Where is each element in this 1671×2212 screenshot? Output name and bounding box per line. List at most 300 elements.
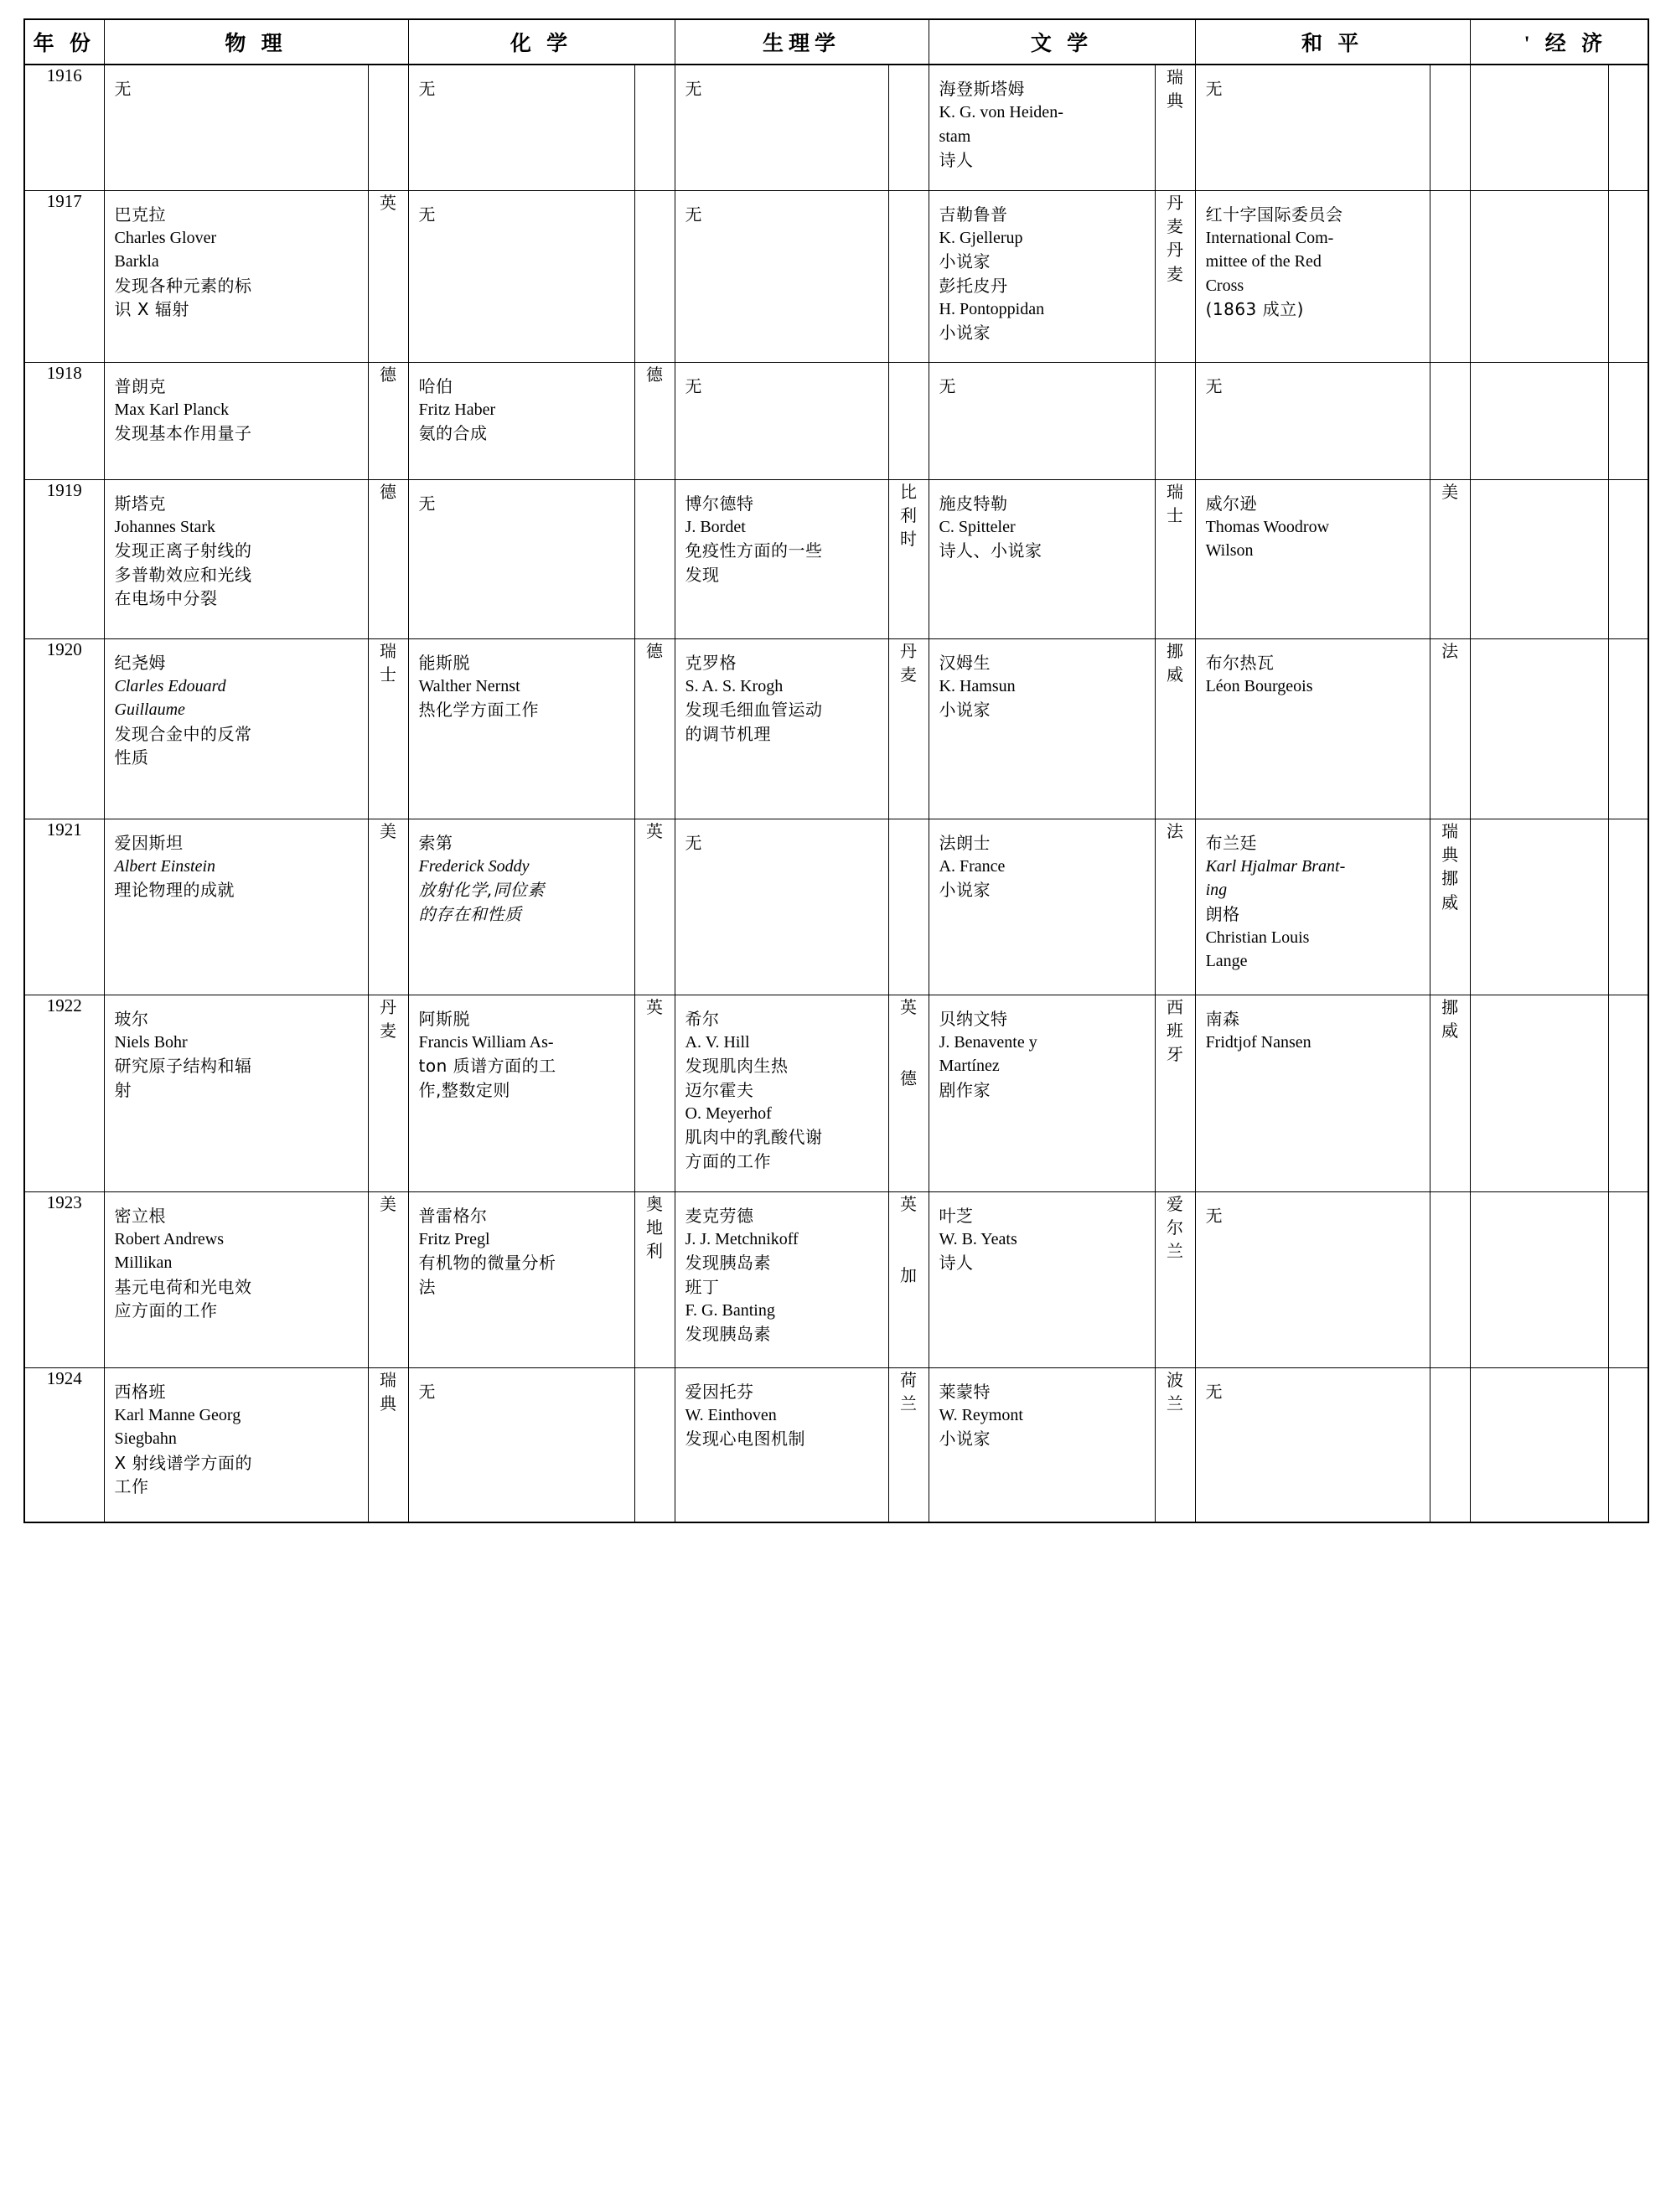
country-char: 英 xyxy=(646,820,664,841)
table-row xyxy=(24,1367,1648,1522)
peace-cell xyxy=(1195,1191,1430,1367)
economics-content xyxy=(1471,480,1608,502)
text-line: 吉勒鲁普 xyxy=(939,204,1008,225)
text-line: Albert Einstein xyxy=(114,856,216,876)
peace-country-cell xyxy=(1430,1191,1470,1367)
text-line: 法朗士 xyxy=(939,832,991,853)
text-line: Walther Nernst xyxy=(418,676,520,695)
text-line: O. Meyerhof xyxy=(685,1104,772,1124)
text-line: 西格班 xyxy=(114,1381,166,1402)
country-char: 兰 xyxy=(1167,1393,1184,1414)
literature-cell xyxy=(929,638,1155,819)
country-char: 士 xyxy=(1167,504,1184,525)
header-year: 年 份 xyxy=(24,19,104,65)
text-line: 爱因托芬 xyxy=(685,1381,754,1402)
text-line: 红十字国际委员会 xyxy=(1205,204,1343,225)
peace-cell xyxy=(1195,362,1430,479)
country-char: 兰 xyxy=(1167,1241,1184,1262)
country-char: 法 xyxy=(1167,820,1184,841)
chemistry-country-cell xyxy=(634,190,675,362)
text-line: 班丁 xyxy=(685,1276,720,1297)
text-line: 热化学方面工作 xyxy=(418,700,540,721)
economics-cell xyxy=(1470,819,1608,995)
peace-content xyxy=(1196,191,1430,332)
physics-cell xyxy=(104,819,368,995)
physiology-content xyxy=(675,1192,888,1357)
chemistry-country-cell xyxy=(634,65,675,190)
country-char: 西 xyxy=(1167,996,1184,1017)
peace-country-cell xyxy=(1430,1367,1470,1522)
country-char: 兰 xyxy=(900,1393,918,1414)
peace-country-cell xyxy=(1430,65,1470,190)
text-line: Christian Louis xyxy=(1205,928,1310,948)
country-char: 尔 xyxy=(1167,1217,1184,1238)
country-char: 丹 xyxy=(380,996,396,1017)
text-line: stam xyxy=(939,127,971,146)
text-line: Barkla xyxy=(114,252,159,271)
physiology-content xyxy=(675,995,888,1184)
physics-country-cell xyxy=(368,362,408,479)
peace-content xyxy=(1196,480,1430,573)
text-line: Millikan xyxy=(114,1253,173,1273)
text-line: Lange xyxy=(1205,952,1248,971)
economics-cell xyxy=(1470,479,1608,638)
economics-cell xyxy=(1470,190,1608,362)
text-line: J. Benavente y xyxy=(939,1032,1037,1052)
country-char: 麦 xyxy=(380,1020,396,1041)
economics-country-cell xyxy=(1608,362,1648,479)
physiology-country-cell xyxy=(888,190,929,362)
physiology-content xyxy=(675,65,888,111)
text-line: K. Hamsun xyxy=(939,676,1016,695)
text-line: Clarles Edouard xyxy=(114,676,226,695)
chemistry-content xyxy=(409,363,634,456)
text-line: Frederick Soddy xyxy=(418,856,530,876)
economics-content xyxy=(1471,363,1608,385)
physiology-content xyxy=(675,1368,888,1461)
text-line: W. B. Yeats xyxy=(939,1229,1017,1248)
physics-country-cell xyxy=(368,1367,408,1522)
text-line: 哈伯 xyxy=(418,375,453,396)
text-line: 在电场中分裂 xyxy=(114,588,218,609)
literature-content xyxy=(929,995,1155,1113)
chemistry-cell xyxy=(408,1367,634,1522)
peace-content xyxy=(1196,1368,1430,1414)
text-line: 识 X 辐射 xyxy=(114,299,189,320)
country-char: 挪 xyxy=(1441,868,1459,889)
literature-content xyxy=(929,480,1155,573)
physics-cell xyxy=(104,1367,368,1522)
peace-content xyxy=(1196,65,1430,111)
text-line: 氨的合成 xyxy=(418,423,488,444)
table-body xyxy=(24,65,1648,1522)
year-cell: 1917 xyxy=(24,190,104,362)
chemistry-cell xyxy=(408,819,634,995)
text-line: Karl Manne Georg xyxy=(114,1405,241,1424)
physiology-country-cell xyxy=(888,638,929,819)
country-char: 麦 xyxy=(1167,215,1184,236)
country-char: 比 xyxy=(900,481,918,502)
physics-country-cell xyxy=(368,638,408,819)
text-line: 法 xyxy=(418,1276,437,1297)
country-char: 英 xyxy=(380,192,396,213)
chemistry-country-cell xyxy=(634,819,675,995)
peace-content xyxy=(1196,1192,1430,1238)
text-line: Karl Hjalmar Brant- xyxy=(1205,856,1346,876)
text-line: 发现胰岛素 xyxy=(685,1253,772,1274)
literature-content xyxy=(929,639,1155,732)
country-char: 奥 xyxy=(646,1193,664,1214)
country-char: 时 xyxy=(900,529,918,550)
physiology-cell xyxy=(675,819,888,995)
physiology-cell xyxy=(675,1367,888,1522)
text-line: 彭托皮丹 xyxy=(939,275,1008,296)
year-cell: 1916 xyxy=(24,65,104,190)
peace-country-cell xyxy=(1430,819,1470,995)
text-line: 迈尔霍夫 xyxy=(685,1079,754,1100)
text-line: 的调节机理 xyxy=(685,723,772,744)
economics-country-cell xyxy=(1608,479,1648,638)
text-line: 小说家 xyxy=(939,700,991,721)
text-line: 无 xyxy=(685,79,703,99)
physics-content xyxy=(105,819,368,912)
text-line: W. Reymont xyxy=(939,1405,1023,1424)
text-line: Fridtjof Nansen xyxy=(1205,1032,1311,1052)
literature-content xyxy=(929,363,1155,408)
text-line: International Com- xyxy=(1205,228,1334,247)
text-line: X 射线谱学方面的 xyxy=(114,1452,253,1473)
header-peace: 和 平 xyxy=(1195,19,1470,65)
economics-country-cell xyxy=(1608,1367,1648,1522)
peace-country-cell xyxy=(1430,995,1470,1191)
text-line: 莱蒙特 xyxy=(939,1381,991,1402)
table-row xyxy=(24,190,1648,362)
physics-content xyxy=(105,1368,368,1509)
literature-content xyxy=(929,1192,1155,1285)
country-char: 典 xyxy=(1441,844,1459,865)
year-cell: 1918 xyxy=(24,362,104,479)
physiology-content xyxy=(675,363,888,408)
text-line: 多普勒效应和光线 xyxy=(114,564,252,585)
header-economics: ' 经 济 xyxy=(1470,19,1648,65)
year-cell: 1922 xyxy=(24,995,104,1191)
economics-country-cell xyxy=(1608,819,1648,995)
physics-country-cell xyxy=(368,190,408,362)
literature-cell xyxy=(929,995,1155,1191)
chemistry-content xyxy=(409,995,634,1113)
economics-country-cell xyxy=(1608,190,1648,362)
text-line: 普雷格尔 xyxy=(418,1205,488,1226)
text-line: 射 xyxy=(114,1079,132,1100)
country-char: 德 xyxy=(380,364,396,385)
peace-cell xyxy=(1195,995,1430,1191)
peace-content xyxy=(1196,819,1430,984)
text-line: 无 xyxy=(418,1381,437,1402)
literature-cell xyxy=(929,362,1155,479)
literature-country-cell xyxy=(1155,190,1195,362)
chemistry-country-cell xyxy=(634,362,675,479)
physics-content xyxy=(105,363,368,456)
text-line: 发现毛细血管运动 xyxy=(685,700,823,721)
physics-cell xyxy=(104,1191,368,1367)
physiology-cell xyxy=(675,638,888,819)
physiology-country-cell xyxy=(888,1367,929,1522)
text-line: Guillaume xyxy=(114,700,185,720)
text-line: Fritz Pregl xyxy=(418,1229,490,1248)
text-line: 纪尧姆 xyxy=(114,652,166,673)
literature-content xyxy=(929,191,1155,355)
peace-cell xyxy=(1195,190,1430,362)
chemistry-cell xyxy=(408,638,634,819)
text-line: 发现各种元素的标 xyxy=(114,275,252,296)
text-line: 布尔热瓦 xyxy=(1205,652,1275,673)
physics-cell xyxy=(104,362,368,479)
chemistry-cell xyxy=(408,995,634,1191)
physics-cell xyxy=(104,190,368,362)
text-line: Robert Andrews xyxy=(114,1229,225,1248)
country-char: 英 xyxy=(900,996,918,1017)
physiology-country-cell xyxy=(888,362,929,479)
country-char: 威 xyxy=(1441,1020,1459,1041)
text-line: 博尔德特 xyxy=(685,493,754,514)
economics-content xyxy=(1471,995,1608,1017)
text-line: 克罗格 xyxy=(685,652,737,673)
physiology-cell xyxy=(675,190,888,362)
text-line: 发现胰岛素 xyxy=(685,1324,772,1345)
physiology-cell xyxy=(675,479,888,638)
text-line: 无 xyxy=(685,832,703,853)
text-line: J. J. Metchnikoff xyxy=(685,1229,799,1248)
peace-cell xyxy=(1195,1367,1430,1522)
country-char: 威 xyxy=(1441,892,1459,912)
physics-content xyxy=(105,65,368,111)
economics-content xyxy=(1471,191,1608,213)
economics-country-cell xyxy=(1608,65,1648,190)
year-cell: 1919 xyxy=(24,479,104,638)
text-line: 无 xyxy=(418,204,437,225)
text-line: 布兰廷 xyxy=(1205,832,1258,853)
peace-cell xyxy=(1195,638,1430,819)
chemistry-country-cell xyxy=(634,638,675,819)
text-line: 小说家 xyxy=(939,323,991,344)
text-line: 密立根 xyxy=(114,1205,166,1226)
text-line: 威尔逊 xyxy=(1205,493,1258,514)
text-line: 爱因斯坦 xyxy=(114,832,184,853)
physics-country-cell xyxy=(368,1191,408,1367)
peace-content xyxy=(1196,639,1430,709)
economics-content xyxy=(1471,65,1608,87)
country-char: 瑞 xyxy=(380,640,396,661)
text-line: K. Gjellerup xyxy=(939,228,1023,247)
country-char: 士 xyxy=(380,664,396,685)
text-line: 巴克拉 xyxy=(114,204,166,225)
text-line: Charles Glover xyxy=(114,228,217,247)
text-line: 发现 xyxy=(685,564,720,585)
physics-content xyxy=(105,480,368,621)
text-line: 的存在和性质 xyxy=(418,903,522,924)
text-line: 诗人、小说家 xyxy=(939,540,1042,561)
economics-country-cell xyxy=(1608,995,1648,1191)
text-line: 索第 xyxy=(418,832,453,853)
text-line: 汉姆生 xyxy=(939,652,991,673)
text-line: 阿斯脱 xyxy=(418,1008,471,1029)
country-char: 典 xyxy=(1167,90,1184,111)
text-line: 麦克劳德 xyxy=(685,1205,754,1226)
country-char: 麦 xyxy=(900,664,918,685)
economics-country-cell xyxy=(1608,638,1648,819)
physiology-country-cell xyxy=(888,995,929,1191)
literature-content xyxy=(929,819,1155,912)
table-row xyxy=(24,819,1648,995)
literature-cell xyxy=(929,65,1155,190)
literature-country-cell xyxy=(1155,819,1195,995)
physics-content xyxy=(105,191,368,332)
text-line: 免疫性方面的一些 xyxy=(685,540,823,561)
text-line: 放射化学,同位素 xyxy=(418,880,545,901)
country-char: 丹 xyxy=(900,640,918,661)
physics-cell xyxy=(104,479,368,638)
text-line: 小说家 xyxy=(939,1429,991,1450)
text-line: 无 xyxy=(1205,1381,1224,1402)
text-line: mittee of the Red xyxy=(1205,252,1322,271)
economics-cell xyxy=(1470,638,1608,819)
chemistry-content xyxy=(409,191,634,236)
country-char: 地 xyxy=(646,1217,664,1238)
country-char xyxy=(889,1216,929,1239)
text-line: 发现合金中的反常 xyxy=(114,723,252,744)
text-line: 海登斯塔姆 xyxy=(939,79,1026,99)
text-line: 希尔 xyxy=(685,1008,720,1029)
year-cell: 1924 xyxy=(24,1367,104,1522)
country-char: 德 xyxy=(646,364,664,385)
text-line: Max Karl Planck xyxy=(114,400,230,419)
header-physics: 物 理 xyxy=(104,19,408,65)
physiology-cell xyxy=(675,65,888,190)
chemistry-cell xyxy=(408,190,634,362)
text-line: A. France xyxy=(939,856,1006,876)
text-line: W. Einthoven xyxy=(685,1405,777,1424)
country-char: 英 xyxy=(900,1193,918,1214)
table-row xyxy=(24,65,1648,190)
text-line: 诗人 xyxy=(939,1253,974,1274)
physiology-country-cell xyxy=(888,1191,929,1367)
text-line: 无 xyxy=(1205,79,1224,99)
text-line: 朗格 xyxy=(1205,903,1240,924)
chemistry-content xyxy=(409,819,634,937)
peace-country-cell xyxy=(1430,638,1470,819)
text-line: 无 xyxy=(1205,375,1224,396)
text-line: Léon Bourgeois xyxy=(1205,676,1313,695)
text-line: Fritz Haber xyxy=(418,400,496,419)
header-physiology: 生理学 xyxy=(675,19,929,65)
header-chemistry: 化 学 xyxy=(408,19,675,65)
country-char: 挪 xyxy=(1441,996,1459,1017)
economics-cell xyxy=(1470,1191,1608,1367)
economics-content xyxy=(1471,1192,1608,1214)
physics-country-cell xyxy=(368,65,408,190)
country-char: 麦 xyxy=(1167,263,1184,284)
physics-content xyxy=(105,1192,368,1333)
peace-content xyxy=(1196,995,1430,1065)
country-char: 英 xyxy=(646,996,664,1017)
text-line: 肌肉中的乳酸代谢 xyxy=(685,1127,823,1148)
literature-cell xyxy=(929,819,1155,995)
nobel-prize-table xyxy=(23,18,1649,1523)
literature-country-cell xyxy=(1155,995,1195,1191)
literature-country-cell xyxy=(1155,1191,1195,1367)
literature-content xyxy=(929,65,1155,183)
physiology-content xyxy=(675,480,888,597)
text-line: 剧作家 xyxy=(939,1079,991,1100)
chemistry-content xyxy=(409,480,634,525)
text-line: 南森 xyxy=(1205,1008,1240,1029)
text-line: 作,整数定则 xyxy=(418,1079,510,1100)
physiology-content xyxy=(675,191,888,236)
chemistry-country-cell xyxy=(634,1367,675,1522)
text-line: 基元电荷和光电效 xyxy=(114,1276,252,1297)
economics-cell xyxy=(1470,362,1608,479)
chemistry-cell xyxy=(408,65,634,190)
text-line: 有机物的微量分析 xyxy=(418,1253,556,1274)
literature-cell xyxy=(929,1191,1155,1367)
physics-content xyxy=(105,995,368,1113)
country-char: 美 xyxy=(380,820,396,841)
physiology-cell xyxy=(675,1191,888,1367)
text-line: Cross xyxy=(1205,276,1244,295)
text-line: 叶芝 xyxy=(939,1205,974,1226)
text-line: (1863 成立) xyxy=(1205,299,1304,320)
text-line: J. Bordet xyxy=(685,517,746,536)
peace-cell xyxy=(1195,819,1430,995)
physiology-cell xyxy=(675,995,888,1191)
text-line: 玻尔 xyxy=(114,1008,149,1029)
header-literature: 文 学 xyxy=(929,19,1195,65)
chemistry-content xyxy=(409,639,634,732)
year-cell: 1923 xyxy=(24,1191,104,1367)
country-char xyxy=(889,1239,929,1263)
literature-country-cell xyxy=(1155,362,1195,479)
economics-content xyxy=(1471,1368,1608,1390)
chemistry-country-cell xyxy=(634,479,675,638)
text-line: 发现正离子射线的 xyxy=(114,540,252,561)
text-line: 无 xyxy=(418,493,437,514)
text-line: 性质 xyxy=(114,747,149,768)
text-line: 小说家 xyxy=(939,251,991,272)
text-line: 施皮特勒 xyxy=(939,493,1008,514)
text-line: A. V. Hill xyxy=(685,1032,750,1052)
physiology-country-cell xyxy=(888,819,929,995)
text-line: 方面的工作 xyxy=(685,1150,772,1171)
text-line: 无 xyxy=(418,79,437,99)
physics-country-cell xyxy=(368,819,408,995)
text-line: Johannes Stark xyxy=(114,517,216,536)
chemistry-cell xyxy=(408,362,634,479)
country-char xyxy=(889,1019,929,1042)
chemistry-country-cell xyxy=(634,1191,675,1367)
text-line: 诗人 xyxy=(939,150,974,171)
economics-content xyxy=(1471,639,1608,661)
text-line: 普朗克 xyxy=(114,375,166,396)
text-line: S. A. S. Krogh xyxy=(685,676,784,695)
peace-country-cell xyxy=(1430,479,1470,638)
country-char: 瑞 xyxy=(380,1369,396,1390)
literature-country-cell xyxy=(1155,479,1195,638)
physiology-content xyxy=(675,819,888,865)
text-line: F. G. Banting xyxy=(685,1301,775,1320)
text-line: Niels Bohr xyxy=(114,1032,188,1052)
country-char: 德 xyxy=(900,1067,918,1088)
physics-country-cell xyxy=(368,479,408,638)
